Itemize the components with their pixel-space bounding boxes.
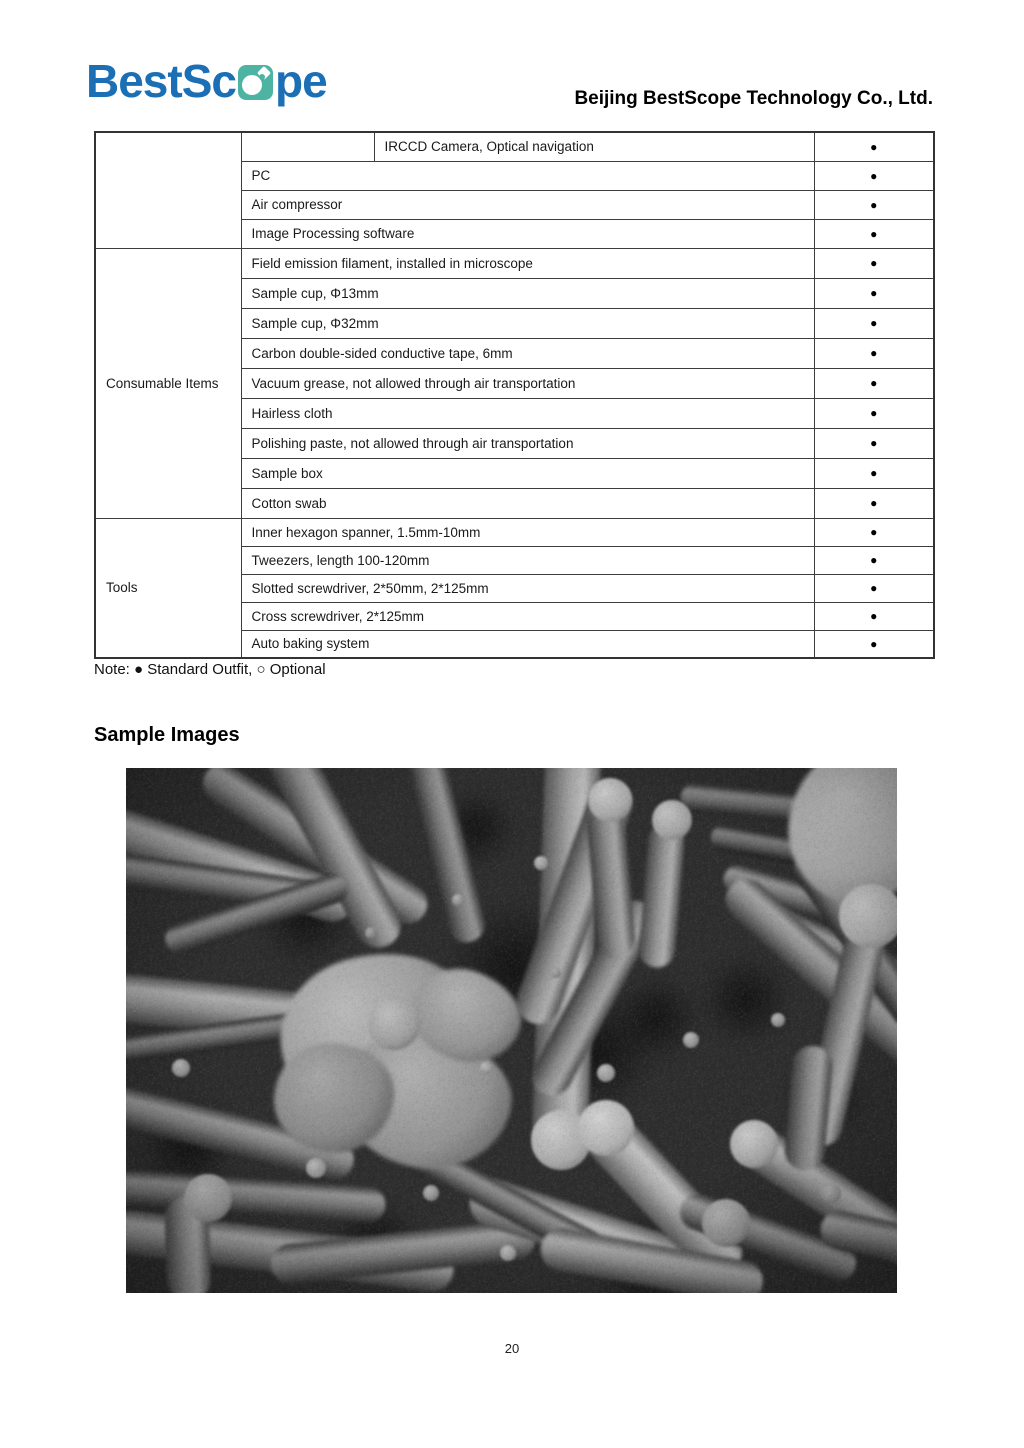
table-row: [95, 518, 934, 546]
standard-mark: ●: [814, 428, 934, 458]
legend-note: Note: ● Standard Outfit, ○ Optional: [94, 661, 326, 678]
item-cell: Cross screwdriver, 2*125mm: [241, 602, 814, 630]
standard-mark: ●: [814, 398, 934, 428]
logo-text-right: pe: [274, 55, 327, 107]
item-cell: Polishing paste, not allowed through air transportation: [241, 428, 814, 458]
item-cell: Field emission filament, installed in microscope: [241, 248, 814, 278]
standard-mark: ●: [814, 458, 934, 488]
item-cell: IRCCD Camera, Optical navigation: [374, 132, 814, 161]
item-cell: Auto baking system: [241, 630, 814, 658]
item-cell: Sample cup, Φ32mm: [241, 308, 814, 338]
item-cell: Air compressor: [241, 190, 814, 219]
standard-mark: ●: [814, 338, 934, 368]
item-cell: Vacuum grease, not allowed through air transportation: [241, 368, 814, 398]
sample-sem-image: [126, 768, 897, 1293]
standard-mark: ●: [814, 574, 934, 602]
item-cell: Sample cup, Φ13mm: [241, 278, 814, 308]
item-cell: Cotton swab: [241, 488, 814, 518]
standard-mark: ●: [814, 518, 934, 546]
table-row: [95, 132, 934, 161]
company-name: Beijing BestScope Technology Co., Ltd.: [574, 88, 933, 109]
standard-mark: ●: [814, 602, 934, 630]
section-heading: Sample Images: [94, 724, 240, 746]
group-cell-tools: Tools: [95, 518, 241, 658]
standard-mark: ●: [814, 630, 934, 658]
standard-mark: ●: [814, 278, 934, 308]
standard-mark: ●: [814, 161, 934, 190]
item-cell: Slotted screwdriver, 2*50mm, 2*125mm: [241, 574, 814, 602]
bestscope-logo: [86, 54, 327, 108]
standard-mark: ●: [814, 488, 934, 518]
sub-cell-blank: [241, 132, 374, 161]
standard-mark: ●: [814, 248, 934, 278]
item-cell: Sample box: [241, 458, 814, 488]
item-cell: PC: [241, 161, 814, 190]
sem-grain-canvas: [126, 768, 897, 1293]
item-cell: Carbon double-sided conductive tape, 6mm: [241, 338, 814, 368]
item-cell: Image Processing software: [241, 219, 814, 248]
standard-mark: ●: [814, 308, 934, 338]
logo-lens-pupil: [259, 74, 265, 80]
logo-lens-icon: [238, 65, 273, 100]
page-number: 20: [504, 1341, 520, 1356]
standard-mark: ●: [814, 190, 934, 219]
table-row: [95, 248, 934, 278]
standard-mark: ●: [814, 132, 934, 161]
standard-mark: ●: [814, 219, 934, 248]
logo-text-left: BestSc: [86, 55, 236, 107]
standard-mark: ●: [814, 546, 934, 574]
item-cell: Tweezers, length 100-120mm: [241, 546, 814, 574]
item-cell: Hairless cloth: [241, 398, 814, 428]
standard-mark: ●: [814, 368, 934, 398]
outfit-table: [94, 131, 935, 659]
item-cell: Inner hexagon spanner, 1.5mm-10mm: [241, 518, 814, 546]
group-cell-consumables: Consumable Items: [95, 248, 241, 518]
group-cell-blank: [95, 132, 241, 248]
